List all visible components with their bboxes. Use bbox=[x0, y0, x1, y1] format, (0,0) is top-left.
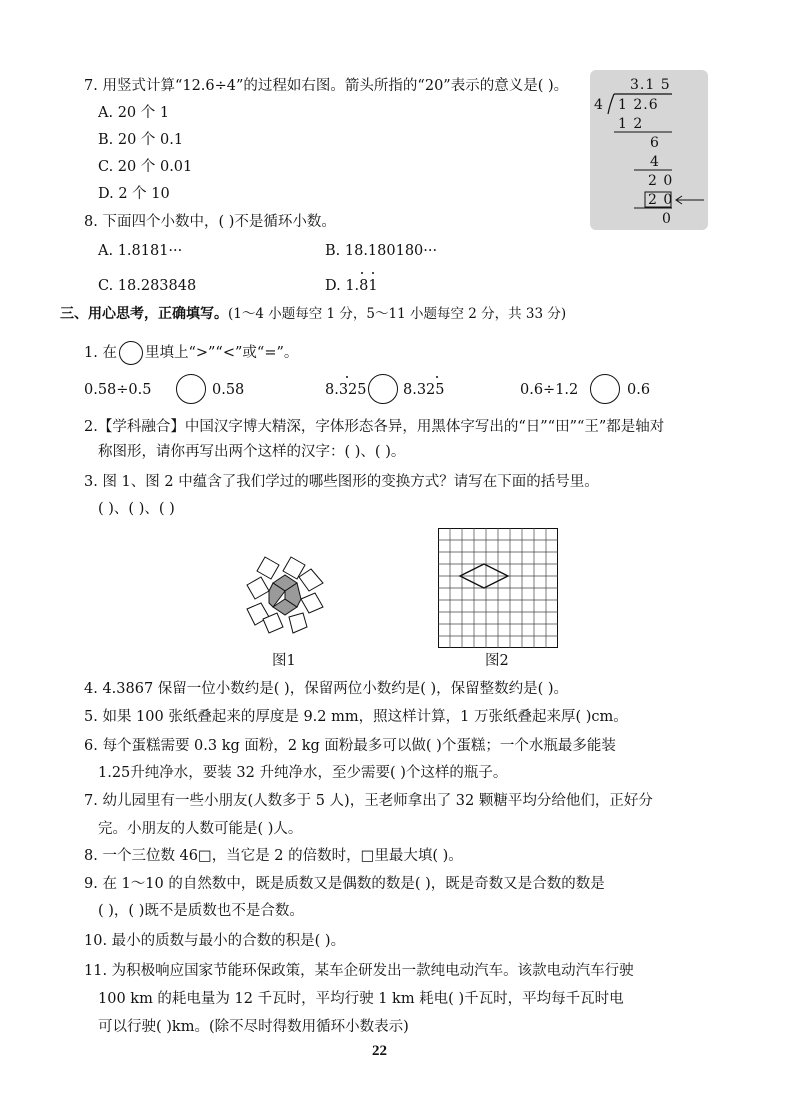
repeating-dots bbox=[372, 272, 374, 274]
fill-11-line3: 可以行驶( )km。(除不尽时得数用循环小数表示) bbox=[98, 1019, 409, 1035]
figure-2-caption: 图2 bbox=[485, 653, 509, 669]
fill-6-line1: 6. 每个蛋糕需要 0.3 kg 面粉，2 kg 面粉最多可以做( )个蛋糕；一个水瓶最多能装 bbox=[84, 738, 616, 754]
fill-2-line2: 称图形，请你再写出两个这样的汉字：( )、( )。 bbox=[98, 444, 406, 460]
q7-option-d: D. 2 个 10 bbox=[98, 186, 170, 202]
repeating-dots bbox=[436, 376, 438, 378]
division-row: 4 bbox=[650, 154, 659, 170]
division-row: 0 bbox=[662, 211, 671, 227]
repeating-dots bbox=[346, 376, 348, 378]
q8-stem: 8. 下面四个小数中，( )不是循环小数。 bbox=[84, 214, 336, 230]
fill-5: 5. 如果 100 张纸叠起来的厚度是 9.2 mm，照这样计算，1 万张纸叠起来厚( )cm。 bbox=[84, 709, 628, 725]
compare-2-right: 8.325 bbox=[403, 382, 445, 398]
fill-3-line1: 3. 图 1、图 2 中蕴含了我们学过的哪些图形的变换方式？请写在下面的括号里。 bbox=[84, 474, 599, 490]
compare-3-answer-circle[interactable] bbox=[590, 374, 620, 404]
q7-option-c: C. 20 个 0.01 bbox=[98, 159, 193, 175]
page-number: 22 bbox=[372, 1043, 387, 1059]
fill-4: 4. 4.3867 保留一位小数约是( )，保留两位小数约是( )，保留整数约是( )。 bbox=[84, 681, 569, 697]
division-row-highlighted: 2 0 bbox=[648, 192, 674, 208]
compare-1-answer-circle[interactable] bbox=[176, 374, 206, 404]
fill-1-pre: 1. 在 bbox=[84, 345, 117, 361]
compare-2-left: 8.325 bbox=[325, 382, 367, 398]
compare-1-right: 0.58 bbox=[212, 382, 245, 398]
figure-1-pattern bbox=[245, 555, 325, 635]
compare-3-left: 0.6÷1.2 bbox=[520, 382, 579, 398]
fill-11-line2: 100 km 的耗电量为 12 千瓦时，平均行驶 1 km 耗电( )千瓦时，平均每千瓦时电 bbox=[98, 991, 624, 1007]
fill-10: 10. 最小的质数与最小的合数的积是( )。 bbox=[84, 933, 346, 949]
quotient: 3.1 5 bbox=[630, 77, 671, 93]
fill-8: 8. 一个三位数 46□，当它是 2 的倍数时，□里最大填( )。 bbox=[84, 848, 463, 864]
q8-option-d: D. 1.81 bbox=[325, 278, 378, 294]
fill-7-line2: 完。小朋友的人数可能是( )人。 bbox=[98, 821, 303, 837]
fill-9-line1: 9. 在 1～10 的自然数中，既是质数又是偶数的数是( )，既是奇数又是合数的数是 bbox=[84, 876, 605, 892]
fill-9-line2: ( )，( )既不是质数也不是合数。 bbox=[98, 903, 304, 919]
fill-7-line1: 7. 幼儿园里有一些小朋友(人数多于 5 人)，王老师拿出了 32 颗糖平均分给他们，正好分 bbox=[84, 793, 653, 809]
fill-11-line1: 11. 为积极响应国家节能环保政策，某车企研发出一款纯电动汽车。该款电动汽车行驶 bbox=[84, 963, 634, 979]
division-row: 2 0 bbox=[648, 173, 674, 189]
circle-blank-icon bbox=[119, 341, 143, 365]
q7-option-a: A. 20 个 1 bbox=[98, 105, 170, 121]
division-row: 6 bbox=[650, 135, 659, 151]
division-row: 1 2 bbox=[618, 116, 644, 132]
figure-1-caption: 图1 bbox=[272, 653, 296, 669]
section-3-heading bbox=[60, 305, 566, 323]
fill-1-stem bbox=[84, 341, 298, 365]
compare-3-right: 0.6 bbox=[627, 382, 651, 398]
long-division-figure bbox=[590, 70, 708, 230]
q8-option-a: A. 1.8181··· bbox=[98, 243, 183, 259]
q7-option-b: B. 20 个 0.1 bbox=[98, 132, 184, 148]
dividend: 1 2.6 bbox=[618, 97, 659, 113]
divisor: 4 bbox=[594, 97, 603, 113]
q8-option-b: B. 18.180180··· bbox=[325, 243, 438, 259]
fill-1-post: 里填上“>”“<”或“=”。 bbox=[144, 345, 299, 361]
fill-6-line2: 1.25升纯净水，要装 32 升纯净水，至少需要( )个这样的瓶子。 bbox=[98, 765, 508, 781]
fill-3-line2: ( )、( )、( ) bbox=[98, 501, 175, 517]
fill-2-line1: 2.【学科融合】中国汉字博大精深，字体形态各异，用黑体字写出的“日”“田”“王”都是轴对 bbox=[84, 419, 665, 435]
figure-2-grid bbox=[438, 528, 558, 649]
repeating-dots bbox=[361, 272, 363, 274]
section-3-note: (1～4 小题每空 1 分，5～11 小题每空 2 分，共 33 分) bbox=[228, 306, 567, 322]
compare-2-answer-circle[interactable] bbox=[368, 374, 398, 404]
q7-stem: 7. 用竖式计算“12.6÷4”的过程如右图。箭头所指的“20”表示的意义是( )。 bbox=[84, 78, 569, 94]
q8-option-c: C. 18.283848 bbox=[98, 278, 197, 294]
section-3-title: 三、用心思考，正确填写。 bbox=[60, 306, 228, 322]
compare-1-left: 0.58÷0.5 bbox=[84, 382, 152, 398]
